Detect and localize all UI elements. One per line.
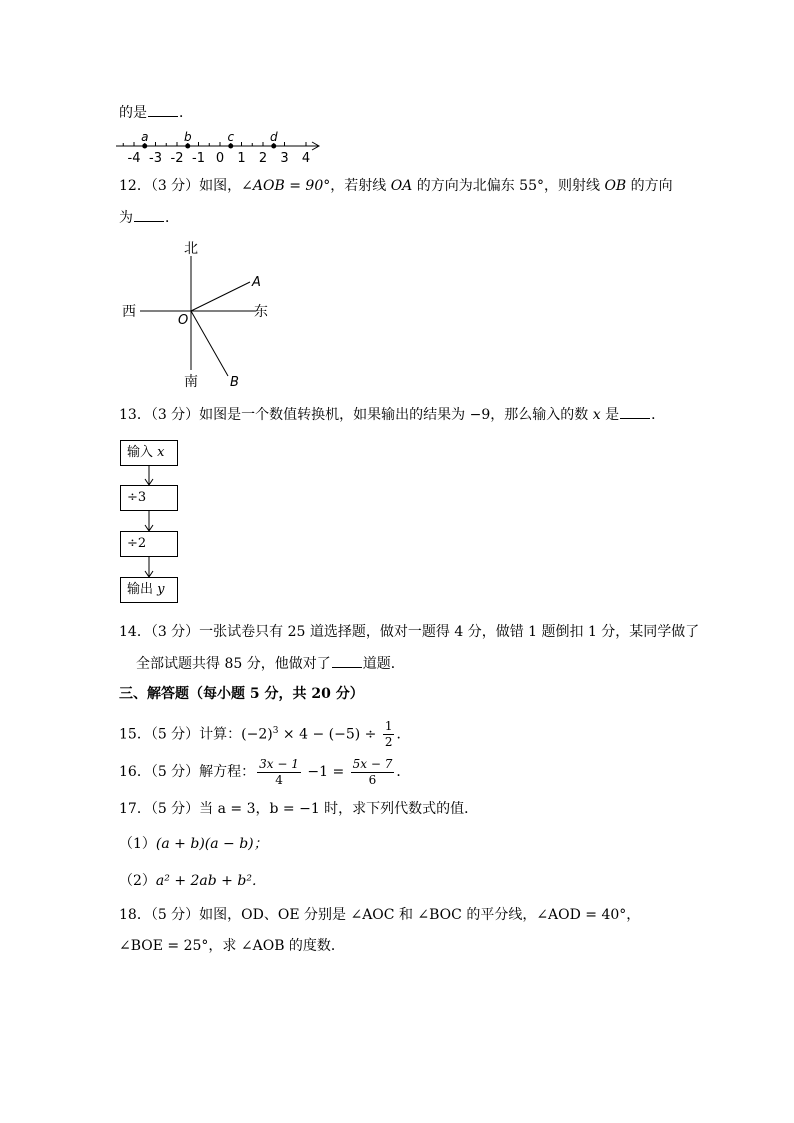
q17-part2: （2）a² + 2ab + b²． (119, 873, 266, 889)
compass-figure (118, 238, 278, 390)
q13-text: 13．（3 分）如图是一个数值转换机，如果输出的结果为 −9，那么输入的数 x 是 ． (119, 404, 665, 425)
south-label: 南 (184, 374, 198, 390)
fraction: $\frac{1}{2}$ (384, 719, 393, 750)
q16-text: 16．（5 分）解方程： $\frac{3x - 1}{4}$ −1 = $\frac{5x - 7}{6}$ ． (119, 756, 411, 787)
fraction: $\frac{3x - 1}{4}$ (259, 756, 299, 787)
answer-blank (332, 653, 362, 668)
point-b (185, 144, 190, 149)
tick-label: 1 (237, 151, 246, 166)
o-label: O (178, 313, 189, 328)
q17-text: 17．（5 分）当 a = 3，b = −1 时，求下列代数式的值． (119, 801, 479, 817)
north-label: 北 (184, 241, 198, 257)
flow-input-box: 输入 x (120, 440, 178, 466)
tick-label: 4 (301, 151, 311, 166)
tick-label: -1 (192, 151, 205, 166)
q12-line2: 为 ． (119, 207, 179, 228)
west-label: 西 (122, 304, 136, 320)
q11-tail: 的是 ． (119, 102, 193, 123)
q14-line2: 全部试题共得 85 分，他做对了 道题． (136, 653, 405, 674)
q17-part1: （1）(a + b)(a − b)； (119, 836, 268, 852)
flow-output-box: 输出 y (120, 577, 178, 603)
flow-arrows (140, 466, 160, 578)
q15-text: 15．（5 分）计算：$(-2)^3 \times 4 - (-5)$ ÷ $\frac{1}{2}$ ． (119, 719, 411, 750)
tick-label: 2 (258, 151, 268, 166)
tick-label: -3 (149, 151, 162, 166)
answer-blank (620, 404, 650, 419)
q12-text: 12．（3 分）如图，∠AOB = 90°，若射线 OA 的方向为北偏东 55°，则射线 OB 的方向 (119, 178, 673, 194)
point-label-c: c (227, 130, 235, 144)
number-line-figure (112, 128, 332, 166)
point-label-b: b (183, 130, 192, 144)
east-label: 东 (254, 304, 268, 320)
tick-label: 0 (215, 151, 225, 166)
a-label: A (252, 275, 261, 290)
point-c (228, 144, 233, 149)
answer-blank (134, 207, 164, 222)
answer-blank (148, 102, 178, 117)
point-a (142, 144, 147, 149)
tick-label: -2 (170, 151, 184, 166)
section-title: 三、解答题（每小题 5 分，共 20 分） (119, 686, 364, 702)
point-label-a: a (141, 130, 149, 144)
tick-label: -4 (127, 151, 141, 166)
tick-label: 3 (280, 151, 289, 166)
flow-step1-box: ÷3 (120, 485, 178, 511)
point-d (271, 144, 276, 149)
fraction: $\frac{5x - 7}{6}$ (352, 756, 393, 787)
q18-line1: 18．（5 分）如图，OD、OE 分别是 ∠AOC 和 ∠BOC 的平分线，∠AOD = 40°， (119, 907, 641, 923)
b-label: B (230, 375, 239, 390)
point-label-d: d (269, 130, 278, 144)
q18-line2: ∠BOE = 25°，求 ∠AOB 的度数． (119, 938, 345, 954)
flow-step2-box: ÷2 (120, 531, 178, 557)
q14-line1: 14．（3 分）一张试卷只有 25 道选择题，做对一题得 4 分，做错 1 题倒扣 1 分，某同学做了 (119, 624, 700, 640)
